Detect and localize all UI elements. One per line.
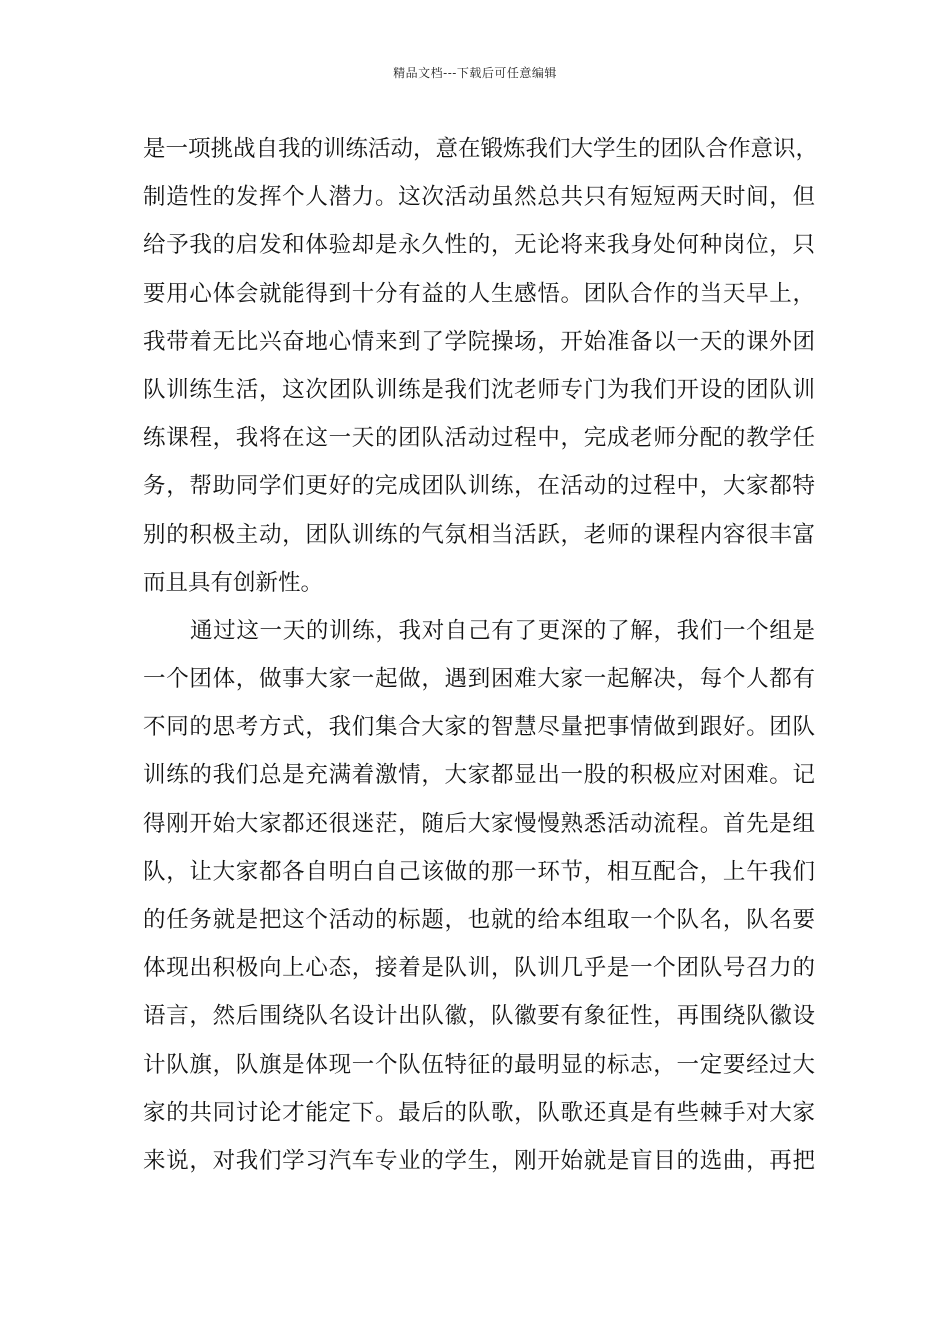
text-line: 而且具有创新性。 [143, 569, 324, 596]
text-line: 队，让大家都各自明白自己该做的那一环节，相互配合，上午我们 [143, 858, 815, 885]
text-line: 制造性的发挥个人潜力。这次活动虽然总共只有短短两天时间，但 [143, 184, 815, 211]
text-line: 家的共同讨论才能定下。最后的队歌，队歌还真是有些棘手对大家 [143, 1099, 815, 1126]
text-line: 不同的思考方式，我们集合大家的智慧尽量把事情做到跟好。团队 [143, 714, 815, 741]
text-line: 练课程，我将在这一天的团队活动过程中，完成老师分配的教学任 [143, 425, 815, 452]
page-header: 精品文档---下载后可任意编辑 [393, 66, 557, 80]
document-body [143, 125, 819, 1185]
text-line: 计队旗，队旗是体现一个队伍特征的最明显的标志，一定要经过大 [143, 1051, 815, 1078]
text-line: 务，帮助同学们更好的完成团队训练，在活动的过程中，大家都特 [143, 473, 815, 500]
text-line: 要用心体会就能得到十分有益的人生感悟。团队合作的当天早上， [143, 280, 815, 307]
text-line: 语言，然后围绕队名设计出队徽，队徽要有象征性，再围绕队徽设 [143, 1003, 815, 1030]
text-line: 训练的我们总是充满着激情，大家都显出一股的积极应对困难。记 [143, 762, 815, 789]
text-line: 的任务就是把这个活动的标题，也就的给本组取一个队名，队名要 [143, 907, 815, 933]
text-line: 是一项挑战自我的训练活动，意在锻炼我们大学生的团队合作意识， [143, 136, 819, 162]
text-line: 给予我的启发和体验却是永久性的，无论将来我身处何种岗位，只 [143, 232, 815, 259]
paragraph-1 [143, 125, 819, 607]
text-line: 通过这一天的训练，我对自己有了更深的了解，我们一个组是 [190, 617, 815, 644]
text-line: 体现出积极向上心态，接着是队训，队训几乎是一个团队号召力的 [143, 955, 815, 982]
text-line: 队训练生活，这次团队训练是我们沈老师专门为我们开设的团队训 [143, 376, 815, 403]
text-line: 我带着无比兴奋地心情来到了学院操场，开始准备以一天的课外团 [143, 328, 815, 355]
text-line: 来说，对我们学习汽车专业的学生，刚开始就是盲目的选曲，再把 [143, 1147, 815, 1174]
text-line: 一个团体，做事大家一起做，遇到困难大家一起解决，每个人都有 [143, 666, 815, 693]
text-line: 别的积极主动，团队训练的气氛相当活跃，老师的课程内容很丰富 [143, 521, 815, 548]
text-line: 得刚开始大家都还很迷茫，随后大家慢慢熟悉活动流程。首先是组 [143, 810, 815, 837]
paragraph-2 [143, 607, 815, 1185]
